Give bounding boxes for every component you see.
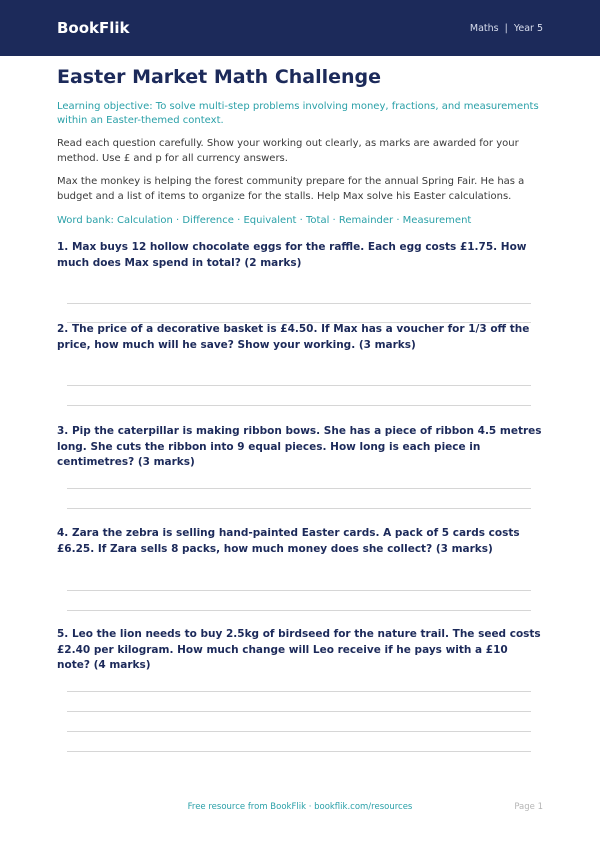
question-text: 1. Max buys 12 hollow chocolate eggs for the raffle. Each egg costs £1.75. How much does Max spend in total? (2 marks) <box>57 241 527 269</box>
question-2 <box>57 322 543 353</box>
page-number: Page 1 <box>514 802 543 812</box>
question-text: 4. Zara the zebra is selling hand-painted Easter cards. A pack of 5 cards costs £6.25. If Zara sells 8 packs, how much money does she collect? (3 marks) <box>57 527 520 555</box>
answer-line[interactable] <box>67 731 531 732</box>
question-text: 2. The price of a decorative basket is £4.50. If Max has a voucher for 1/3 off the price, how much will he save? Show your working. (3 marks) <box>57 323 530 351</box>
subject-meta <box>470 23 543 34</box>
learning-objective: Learning objective: To solve multi-step problems involving money, fractions, and measurements within an Easter-themed context. <box>57 101 539 126</box>
brand-logo[interactable]: BookFlik <box>57 19 130 37</box>
answer-line[interactable] <box>67 610 531 611</box>
question-1 <box>57 240 543 271</box>
answer-line[interactable] <box>67 488 531 489</box>
story-intro-text: Max the monkey is helping the forest community prepare for the annual Spring Fair. He has a budget and a list of items to organize for the stalls. Help Max solve his Easter calculations. <box>57 176 525 202</box>
word-bank: Word bank: Calculation · Difference · Equivalent · Total · Remainder · Measurement <box>57 215 472 226</box>
question-text: 3. Pip the caterpillar is making ribbon bows. She has a piece of ribbon 4.5 metres long. She cuts the ribbon into 9 equal pieces. How long is each piece in centimetres? (3 marks) <box>57 425 542 468</box>
worksheet-intro <box>57 64 543 228</box>
question-5 <box>57 627 543 674</box>
answer-line[interactable] <box>67 590 531 591</box>
question-3 <box>57 424 543 471</box>
answer-line[interactable] <box>67 303 531 304</box>
question-4 <box>57 526 543 557</box>
subject-label: Maths <box>469 22 499 34</box>
answer-line[interactable] <box>67 385 531 386</box>
instructions-text: Read each question carefully. Show your working out clearly, as marks are awarded for your method. Use £ and p for all currency answers. <box>57 138 519 164</box>
footer-resource-link[interactable]: Free resource from BookFlik · bookflik.com/resources <box>187 802 413 812</box>
year-label: Year 5 <box>513 22 543 34</box>
answer-line[interactable] <box>67 751 531 752</box>
answer-line[interactable] <box>67 508 531 509</box>
header-bar <box>0 0 600 56</box>
meta-separator: | <box>504 22 508 34</box>
answer-line[interactable] <box>67 691 531 692</box>
answer-line[interactable] <box>67 405 531 406</box>
page-title: Easter Market Math Challenge <box>57 66 382 88</box>
answer-line[interactable] <box>67 711 531 712</box>
question-text: 5. Leo the lion needs to buy 2.5kg of birdseed for the nature trail. The seed costs £2.40 per kilogram. How much change will Leo receive if he pays with a £10 note? (4 marks) <box>57 628 541 671</box>
